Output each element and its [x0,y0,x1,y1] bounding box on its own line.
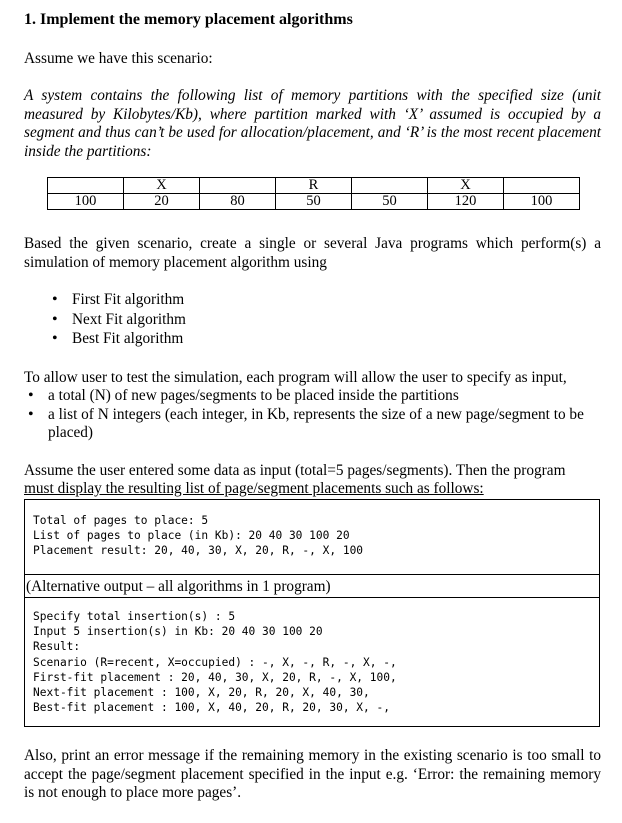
output-box [24,499,600,575]
list-item: • a list of N integers (each integer, in Kb, represents the size of a new page/segment to be placed) [0,406,602,443]
output-line: Placement result: 20, 40, 30, X, 20, R, -, X, 100 [33,544,364,558]
output-line: List of pages to place (in Kb): 20 40 30 100 20 [33,529,350,543]
output-line: Scenario (R=recent, X=occupied) : -, X, -, R, -, X, -, [33,655,397,669]
output-line: First-fit placement : 20, 40, 30, X, 20, R, -, X, 100, [33,670,397,684]
marker-cell [48,178,124,194]
list-item: • First Fit algorithm [24,290,186,310]
marker-cell [504,178,580,194]
partition-size-row [48,194,580,210]
output-line: Input 5 insertion(s) in Kb: 20 40 30 100 20 [33,625,323,639]
list-item: • Next Fit algorithm [24,310,186,330]
section-heading: 1. Implement the memory placement algorithms [24,11,353,28]
alternative-output-box [24,597,600,727]
marker-cell [200,178,276,194]
partition-marker-row [48,178,580,194]
example-intro-line-1: Assume the user entered some data as input (total=5 pages/segments). Then the program [24,462,566,479]
marker-cell: R [276,178,352,194]
example-intro-underlined: must display the resulting list of page/segment placements such as follows: [24,480,484,497]
alternative-label-box [24,574,600,598]
marker-cell [352,178,428,194]
alternative-label: (Alternative output – all algorithms in 1 program) [26,578,331,595]
size-cell: 80 [200,194,276,210]
algorithm-list [24,290,186,349]
intro-text: Assume we have this scenario: [24,50,213,67]
size-cell: 100 [48,194,124,210]
input-intro: To allow user to test the simulation, each program will allow the user to specify as input, [24,369,567,386]
task-paragraph: Based the given scenario, create a single or several Java programs which perform(s) a simulation of memory placement algorithm using [24,235,601,271]
output-line: Total of pages to place: 5 [33,514,209,527]
size-cell: 20 [124,194,200,210]
size-cell: 100 [504,194,580,210]
example-intro-line-2 [24,480,601,499]
list-item: • a total (N) of new pages/segments to be placed inside the partitions [0,387,602,406]
output-line: Best-fit placement : 100, X, 40, 20, R, 20, 30, X, -, [33,701,390,715]
size-cell: 50 [352,194,428,210]
marker-cell: X [124,178,200,194]
partition-table [47,177,580,210]
scenario-paragraph: A system contains the following list of memory partitions with the specified size (unit measured by Kilobytes/Kb), where partition marked with ‘X’ assumed is occupied by a segment and thus can’t be used for allocation/placement, and ‘R’ is the most recent placement inside the partitions: [24,87,601,160]
output-line: Result: [33,640,81,654]
input-list [0,387,602,443]
size-cell: 120 [428,194,504,210]
marker-cell: X [428,178,504,194]
output-line: Specify total insertion(s) : 5 [33,610,236,623]
size-cell: 50 [276,194,352,210]
list-item: • Best Fit algorithm [24,329,186,349]
closing-paragraph: Also, print an error message if the remaining memory in the existing scenario is too small to accept the page/segment placement specified in the input e.g. ‘Error: the remaining memory is not enough to place more pages’. [24,747,601,801]
output-line: Next-fit placement : 100, X, 20, R, 20, X, 40, 30, [33,686,370,700]
